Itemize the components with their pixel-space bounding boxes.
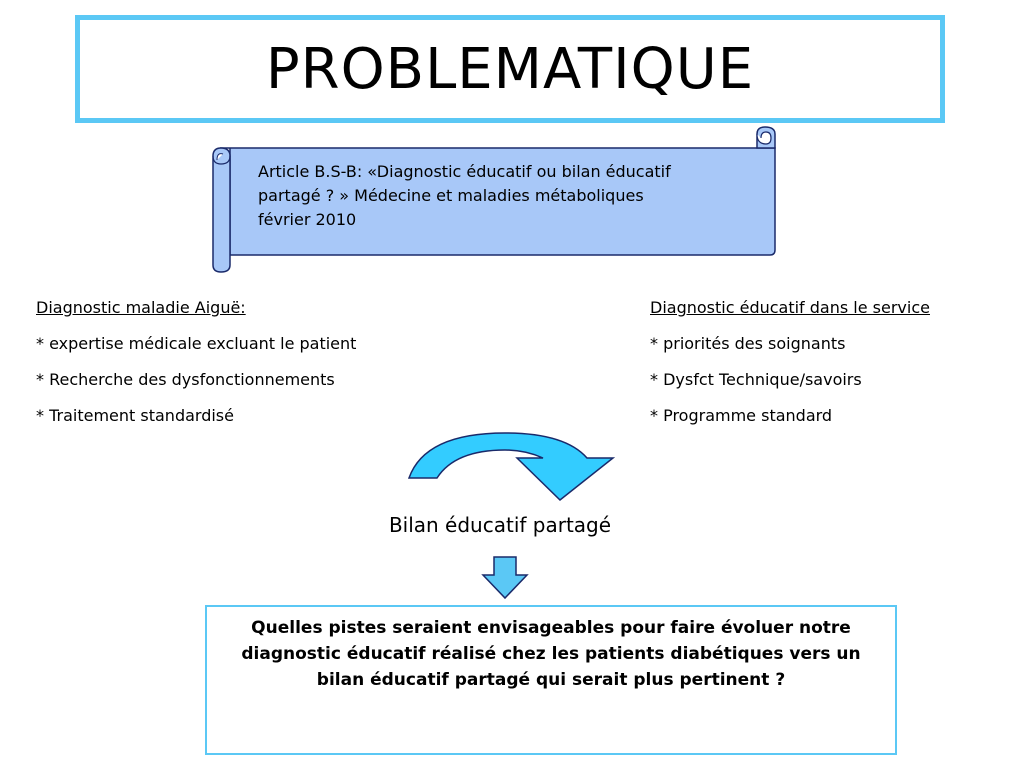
right-column-heading: Diagnostic éducatif dans le service <box>650 298 930 317</box>
bilan-label: Bilan éducatif partagé <box>388 513 612 537</box>
question-box <box>205 605 897 755</box>
list-item: * Traitement standardisé <box>36 406 234 425</box>
left-column-heading: Diagnostic maladie Aiguë: <box>36 298 246 317</box>
list-item: * expertise médicale excluant le patient <box>36 334 357 353</box>
left-column <box>36 290 356 434</box>
list-item: * Programme standard <box>650 406 833 425</box>
list-item: * priorités des soignants <box>650 334 846 353</box>
question-text: Quelles pistes seraient envisageables pour faire évoluer notre diagnostic éducatif réalisé chez les patients diabétiques vers un bilan éducatif partagé qui serait plus pertinent ? <box>241 618 861 690</box>
page-title: PROBLEMATIQUE <box>265 36 755 102</box>
down-arrow-icon <box>480 555 530 600</box>
list-item: * Dysfct Technique/savoirs <box>650 370 862 389</box>
list-item: * Recherche des dysfonctionnements <box>36 370 335 389</box>
curved-arrow-icon <box>395 428 620 503</box>
right-column <box>650 290 930 434</box>
article-citation: Article B.S-B: «Diagnostic éducatif ou bilan éducatif partagé ? » Médecine et maladies métaboliques février 2010 <box>258 162 671 229</box>
title-box <box>75 15 945 123</box>
